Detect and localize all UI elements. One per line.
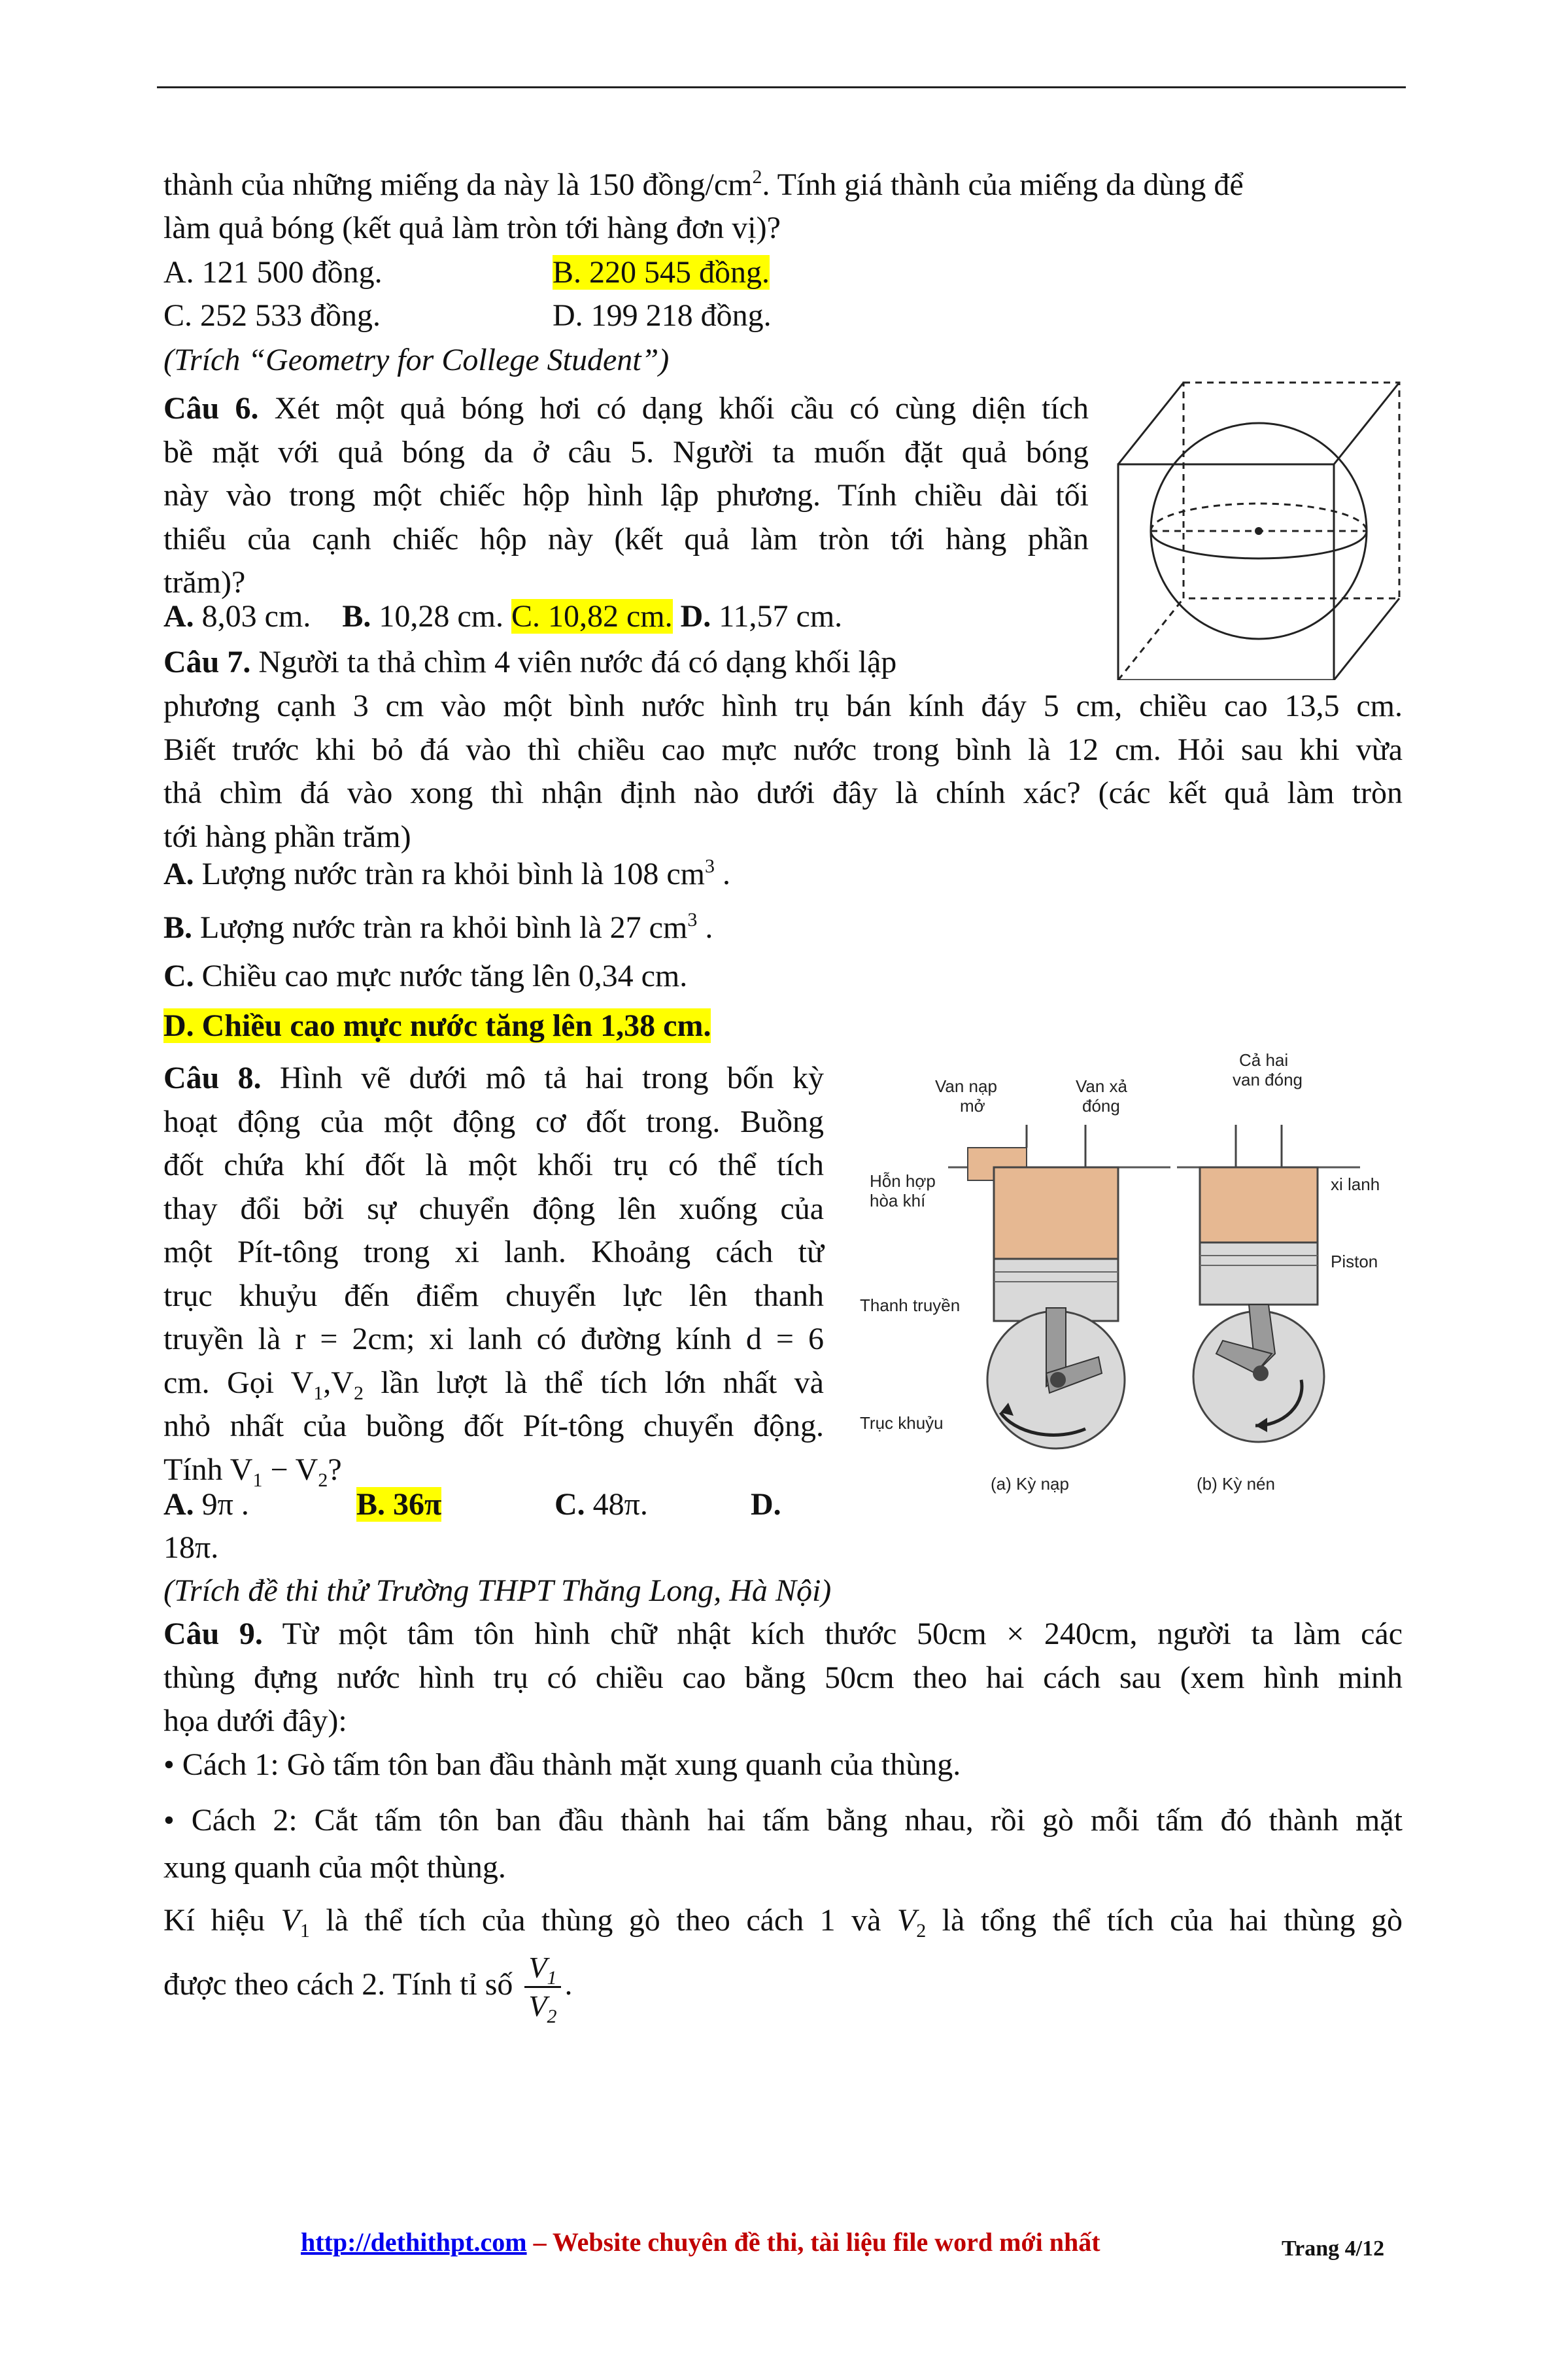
q8-label: Câu 8. xyxy=(163,1061,262,1095)
q5-option-b: B. 220 545 đồng. xyxy=(553,255,770,290)
q9-ratio-line: được theo cách 2. Tính tỉ số $\frac{V_1}{V_2}$ . xyxy=(163,1951,573,2028)
q7-option-c: C. Chiều cao mực nước tăng lên 0,34 cm. xyxy=(163,959,688,993)
q5-line2: làm quả bóng (kết quả làm tròn tới hàng đơn vị)? xyxy=(163,211,781,245)
q7-first-line: Câu 7. Người ta thả chìm 4 viên nước đá có dạng khối lập xyxy=(163,645,897,679)
label-xi-lanh: xi lanh xyxy=(1331,1174,1380,1194)
label-truc-khuyu: Trục khuỷu xyxy=(860,1413,944,1433)
q8-source: (Trích đề thi thử Trường THPT Thăng Long, Hà Nội) xyxy=(163,1573,832,1608)
q9-notation: Kí hiệu $V_1$ là thể tích của thùng gò theo cách 1 và $V_2$ là tổng thể tích của hai thùng gò xyxy=(163,1903,1403,1942)
q6-options: A. 8,03 cm. B. 10,28 cm. C. 10,82 cm. D. 11,57 cm. xyxy=(163,599,843,634)
q5-line1: thành của những miếng da này là 150 đồng/$cm^2$. Tính giá thành của miếng da dùng để xyxy=(163,166,1244,202)
q8-text: Câu 8. Hình vẽ dưới mô tả hai trong bốn kỳ hoạt động của một động cơ đốt trong. Buồng đốt chứa khí đốt là một khối trụ có thể tích thay đổi bởi sự chuyển động lên xuống của một Pít-tông trong xi lanh. Khoảng cách từ trục khuỷu đến điểm chuyển lực lên thanh truyền là r = 2cm; xi lanh có đường kính d = 6 cm. Gọi $V_1,V_2$ lần lượt là thể tích lớn nhất và nhỏ nhất của buồng đốt Pít-tông chuyển động. Tính $V_1 - V_2$? xyxy=(163,1061,824,1491)
label-van-xa: Van xả xyxy=(1076,1076,1128,1096)
q9-way2: • Cách 2: Cắt tấm tôn ban đầu thành hai tấm bằng nhau, rồi gò mỗi tấm đó thành mặt xung quanh của một thùng. xyxy=(163,1803,1403,1885)
label-van-dong: van đóng xyxy=(1233,1070,1303,1089)
label-piston: Piston xyxy=(1331,1252,1378,1271)
q7-label: Câu 7. xyxy=(163,645,251,679)
footer xyxy=(301,2227,1100,2257)
label-van-nap: Van nạp xyxy=(935,1076,997,1096)
q8-option-a: A. 9π . xyxy=(163,1487,249,1522)
caption-b: (b) Kỳ nén xyxy=(1197,1474,1275,1494)
cube-sphere-figure xyxy=(1105,373,1412,680)
q6-text: Câu 6. Xét một quả bóng hơi có dạng khối cầu có cùng diện tích bề mặt với quả bóng da ở câu 5. Người ta muốn đặt quả bóng này vào trong một chiếc hộp hình lập phương. Tính chiều dài tối thiểu của cạnh chiếc hộp này (kết quả làm tròn tới hàng phần trăm)? xyxy=(163,391,1089,600)
q5-option-a: A. 121 500 đồng. xyxy=(163,255,383,290)
q7-option-a: A. Lượng nước tràn ra khỏi bình là 108 $cm^3$ . xyxy=(163,855,730,891)
cube-front-face xyxy=(1118,464,1334,680)
label-hoa-khi: hòa khí xyxy=(870,1191,926,1210)
q7-text: phương cạnh 3 cm vào một bình nước hình trụ bán kính đáy 5 cm, chiều cao 13,5 cm. Biết trước khi bỏ đá vào thì chiều cao mực nước trong bình là 12 cm. Hỏi sau khi vừa thả chìm đá vào xong thì nhận định nào dưới đây là chính xác? (các kết quả làm tròn tới hàng phần trăm) xyxy=(163,689,1403,854)
q8-option-d-value: 18π. xyxy=(163,1530,219,1565)
q7-option-b: B. Lượng nước tràn ra khỏi bình là 27 $cm^3$ . xyxy=(163,909,713,945)
footer-text: – Website chuyên đề thi, tài liệu file word mới nhất xyxy=(526,2227,1100,2257)
piston-b xyxy=(1200,1242,1318,1305)
q8-option-b: B. 36π xyxy=(356,1487,442,1522)
engine-diagram xyxy=(850,1046,1399,1504)
q5-source: (Trích “Geometry for College Student”) xyxy=(163,343,670,377)
q9-way1: • Cách 1: Gò tấm tôn ban đầu thành mặt xung quanh của thùng. xyxy=(163,1747,961,1782)
sphere-center xyxy=(1255,527,1263,535)
footer-link[interactable]: http://dethithpt.com xyxy=(301,2227,527,2257)
q6-option-c: C. 10,82 cm. xyxy=(511,599,673,634)
q7-option-d: D. Chiều cao mực nước tăng lên 1,38 cm. xyxy=(163,1008,711,1043)
q6-label: Câu 6. xyxy=(163,391,259,426)
q8-option-c: C. 48π. xyxy=(554,1487,648,1522)
ratio-fraction: $\frac{V_1}{V_2}$ xyxy=(524,1949,560,2025)
label-van-nap-mo: mở xyxy=(960,1096,985,1116)
q8-option-d-key: D. xyxy=(751,1487,781,1522)
label-ca-hai: Cả hai xyxy=(1239,1050,1289,1070)
label-thanh-truyen: Thanh truyền xyxy=(860,1295,961,1315)
q5-option-d: D. 199 218 đồng. xyxy=(553,298,772,333)
label-van-xa-dong: đóng xyxy=(1082,1096,1120,1116)
label-hon-hop: Hỗn hợp xyxy=(870,1171,936,1191)
engine-compression xyxy=(1177,1125,1360,1442)
page-number: Trang 4/12 xyxy=(1282,2236,1385,2261)
caption-a: (a) Kỳ nạp xyxy=(991,1474,1069,1494)
q9-text: Câu 9. Từ một tâm tôn hình chữ nhật kích thước 50cm × 240cm, người ta làm các thùng đựng nước hình trụ có chiều cao bằng 50cm theo hai cách sau (xem hình minh họa dưới đây): xyxy=(163,1617,1403,1738)
q9-label: Câu 9. xyxy=(163,1617,263,1651)
q5-option-c: C. 252 533 đồng. xyxy=(163,298,381,333)
header-rule xyxy=(157,86,1406,88)
cube-back-face xyxy=(1184,383,1399,598)
engine-intake xyxy=(948,1125,1170,1448)
